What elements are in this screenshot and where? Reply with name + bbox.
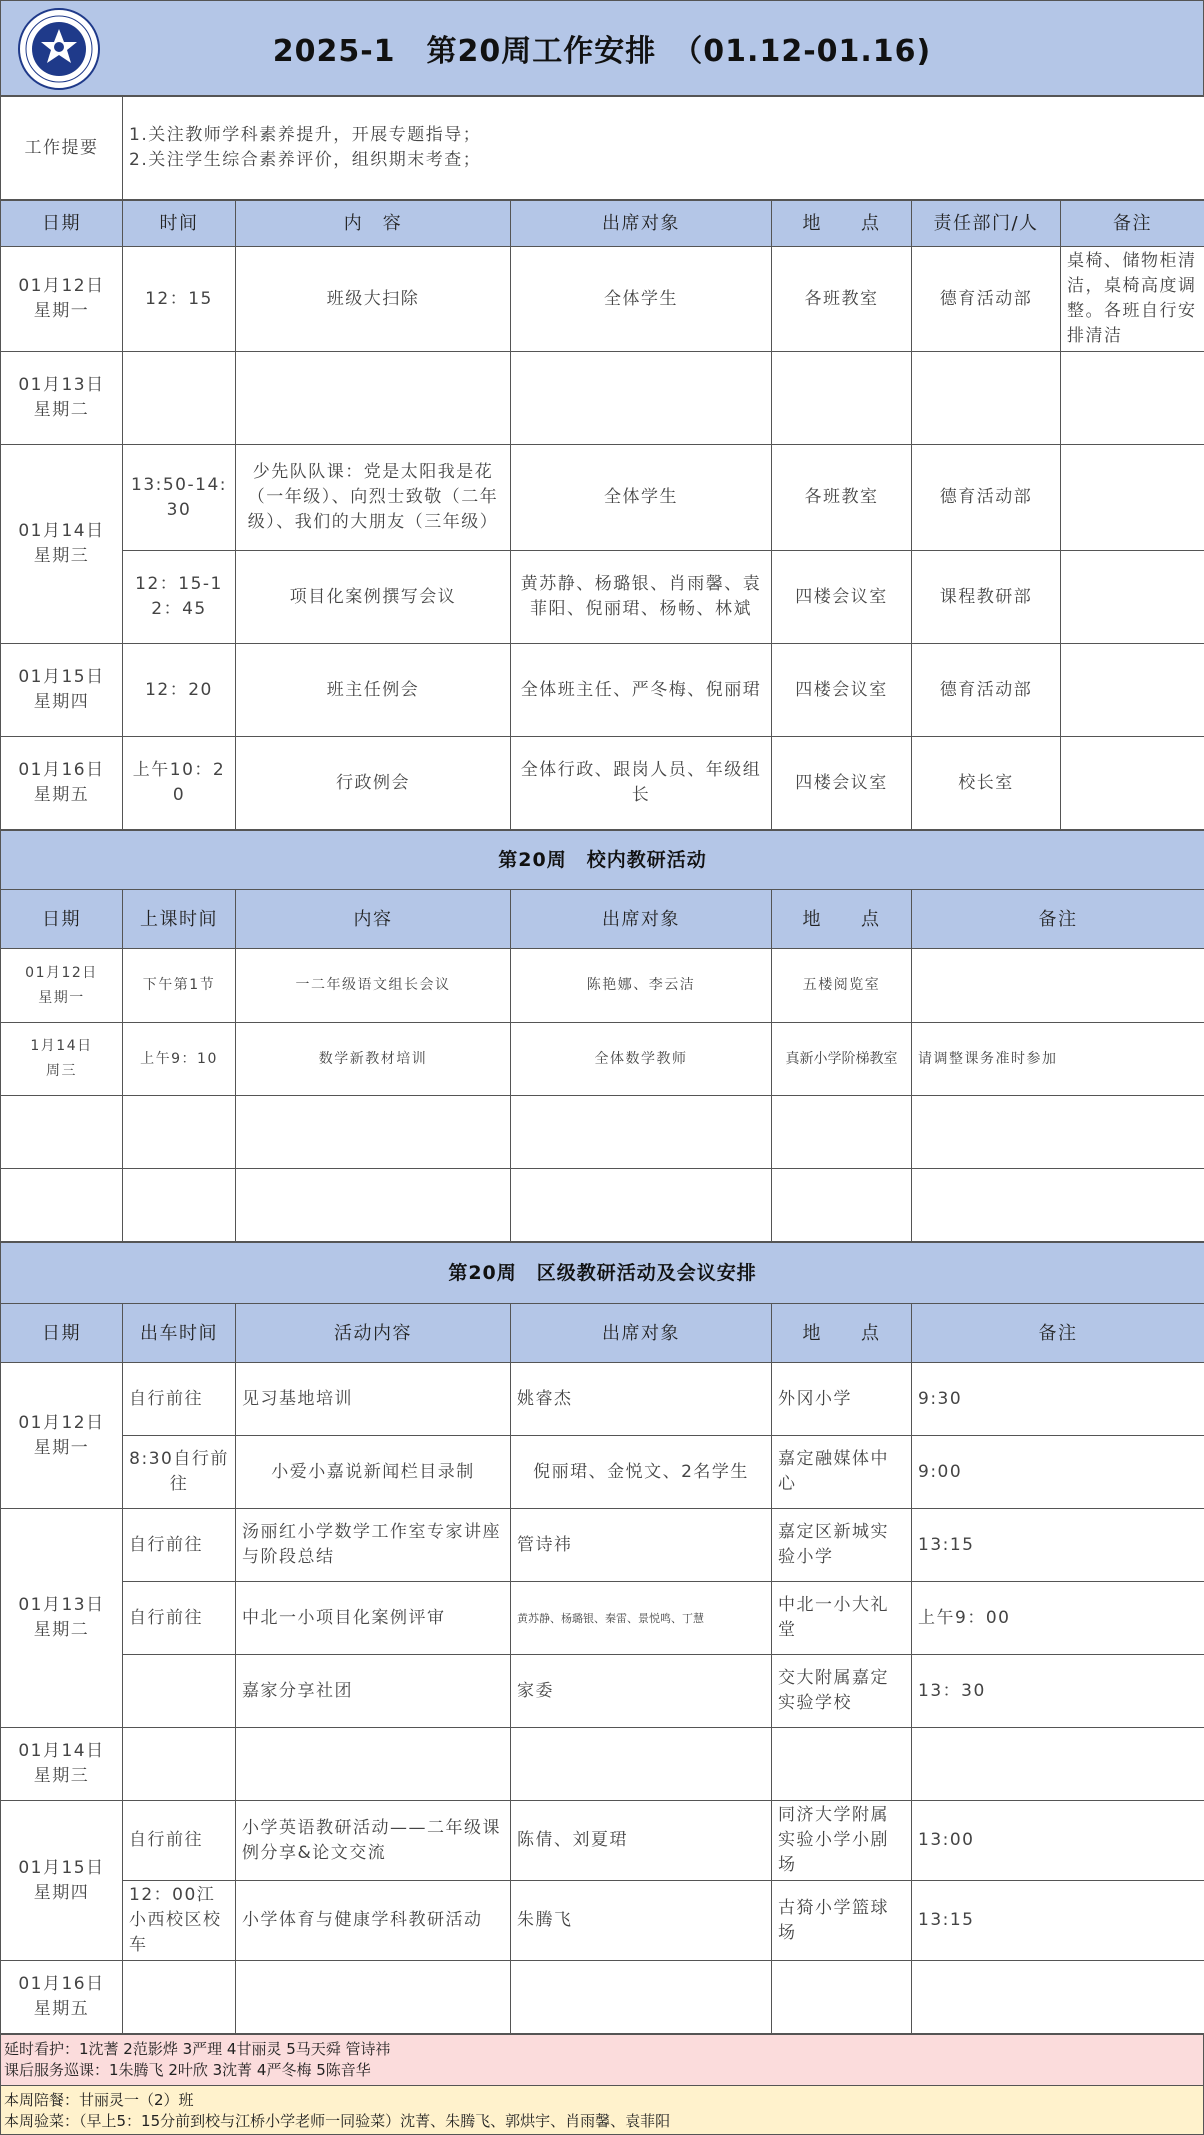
note-cell: 13:15 (912, 1881, 1204, 1961)
column-header: 内容 (236, 890, 511, 949)
location-cell: 同济大学附属实验小学小剧场 (772, 1801, 912, 1881)
dept-cell: 课程教研部 (912, 551, 1061, 644)
note-cell (912, 1728, 1204, 1801)
column-header: 日期 (1, 1304, 123, 1363)
table-row (1, 352, 1204, 445)
time-cell: 12：20 (123, 644, 236, 737)
meal-notice (0, 2086, 1204, 2135)
date-text: 01月15日 (7, 665, 116, 690)
location-cell (772, 352, 912, 445)
empty-cell (123, 1169, 236, 1242)
content-cell: 班主任例会 (236, 644, 511, 737)
column-header: 出席对象 (511, 1304, 772, 1363)
time-cell (123, 1961, 236, 2034)
duty-notice (0, 2034, 1204, 2086)
date-cell (1, 445, 123, 644)
location-cell: 交大附属嘉定实验学校 (772, 1655, 912, 1728)
table-row (1, 949, 1204, 1023)
date-text: 01月15日 (7, 1856, 116, 1881)
date-cell (1, 1023, 123, 1096)
time-cell: 8:30自行前往 (123, 1436, 236, 1509)
content-cell (236, 1961, 511, 2034)
column-header: 上课时间 (123, 890, 236, 949)
date-text: 01月13日 (7, 373, 116, 398)
table-row (1, 1655, 1204, 1728)
time-cell (123, 352, 236, 445)
time-cell: 下午第1节 (123, 949, 236, 1023)
location-cell: 五楼阅览室 (772, 949, 912, 1023)
section-title: 第20周 区级教研活动及会议安排 (1, 1243, 1204, 1304)
table-header-row (1, 890, 1204, 949)
table-row (1, 1023, 1204, 1096)
attendees-cell (511, 1961, 772, 2034)
empty-cell (1, 1096, 123, 1169)
date-cell (1, 352, 123, 445)
location-cell: 四楼会议室 (772, 551, 912, 644)
note-cell: 9:30 (912, 1363, 1204, 1436)
table-row (1, 1363, 1204, 1436)
meal-line: 本周陪餐：甘丽灵一（2）班 (4, 2090, 1200, 2111)
time-cell: 自行前往 (123, 1801, 236, 1881)
column-header: 备注 (912, 890, 1204, 949)
location-cell: 外冈小学 (772, 1363, 912, 1436)
note-cell: 13:15 (912, 1509, 1204, 1582)
location-cell: 真新小学阶梯教室 (772, 1023, 912, 1096)
note-cell: 上午9：00 (912, 1582, 1204, 1655)
weekday-text: 星期五 (7, 1997, 116, 2022)
attendees-cell: 黄苏静、杨璐银、肖雨馨、袁菲阳、倪丽珺、杨畅、林斌 (511, 551, 772, 644)
content-cell: 数学新教材培训 (236, 1023, 511, 1096)
location-cell: 各班教室 (772, 445, 912, 551)
content-cell: 项目化案例撰写会议 (236, 551, 511, 644)
column-header: 日期 (1, 890, 123, 949)
summary-line: 2.关注学生综合素养评价，组织期末考查； (129, 148, 1198, 173)
content-cell: 小学英语教研活动——二年级课例分享&论文交流 (236, 1801, 511, 1881)
content-cell: 汤丽红小学数学工作室专家讲座与阶段总结 (236, 1509, 511, 1582)
note-cell (912, 1961, 1204, 2034)
note-cell (1061, 644, 1204, 737)
table-row (1, 1096, 1204, 1169)
attendees-cell: 陈艳娜、李云洁 (511, 949, 772, 1023)
table-header-row (1, 201, 1204, 247)
section-title: 第20周 校内教研活动 (1, 831, 1204, 890)
weekday-text: 星期一 (7, 1436, 116, 1461)
weekday-text: 星期四 (7, 1881, 116, 1906)
attendees-cell: 管诗祎 (511, 1509, 772, 1582)
content-cell: 小爱小嘉说新闻栏目录制 (236, 1436, 511, 1509)
attendees-cell: 全体数学教师 (511, 1023, 772, 1096)
weekday-text: 星期一 (7, 986, 116, 1011)
date-cell (1, 1801, 123, 1961)
column-header: 地 点 (772, 1304, 912, 1363)
note-cell (912, 949, 1204, 1023)
date-text: 01月14日 (7, 1739, 116, 1764)
note-cell (1061, 352, 1204, 445)
location-cell: 嘉定融媒体中心 (772, 1436, 912, 1509)
content-cell (236, 1728, 511, 1801)
time-cell: 12：00江小西校区校车 (123, 1881, 236, 1961)
note-cell: 桌椅、储物柜清洁，桌椅高度调整。各班自行安排清洁 (1061, 247, 1204, 352)
content-cell: 少先队队课：党是太阳我是花（一年级）、向烈士致敬（二年级）、我们的大朋友（三年级） (236, 445, 511, 551)
time-cell: 自行前往 (123, 1363, 236, 1436)
content-cell: 见习基地培训 (236, 1363, 511, 1436)
table-row (1, 1169, 1204, 1242)
note-cell: 13:00 (912, 1801, 1204, 1881)
table-row (1, 737, 1204, 830)
column-header: 时间 (123, 201, 236, 247)
weekday-text: 星期五 (7, 783, 116, 808)
column-header: 地 点 (772, 201, 912, 247)
date-cell (1, 1961, 123, 2034)
empty-cell (1, 1169, 123, 1242)
note-cell: 请调整课务准时参加 (912, 1023, 1204, 1096)
table-header-row (1, 1304, 1204, 1363)
table-row (1, 247, 1204, 352)
school-research-table (0, 830, 1204, 1242)
time-cell: 自行前往 (123, 1582, 236, 1655)
duty-line: 课后服务巡课：1朱腾飞 2叶欣 3沈菁 4严冬梅 5陈音华 (4, 2060, 1200, 2081)
content-cell: 行政例会 (236, 737, 511, 830)
time-cell: 上午9：10 (123, 1023, 236, 1096)
section-title-row (1, 831, 1204, 890)
date-cell (1, 644, 123, 737)
content-cell: 班级大扫除 (236, 247, 511, 352)
empty-cell (772, 1169, 912, 1242)
time-cell: 上午10：20 (123, 737, 236, 830)
date-cell (1, 247, 123, 352)
table-row (1, 1801, 1204, 1881)
weekday-text: 星期三 (7, 544, 116, 569)
empty-cell (236, 1169, 511, 1242)
dept-cell: 德育活动部 (912, 644, 1061, 737)
column-header: 活动内容 (236, 1304, 511, 1363)
table-row (1, 1961, 1204, 2034)
dept-cell: 德育活动部 (912, 445, 1061, 551)
date-cell (1, 1728, 123, 1801)
table-row (1, 1436, 1204, 1509)
date-text: 01月12日 (7, 961, 116, 986)
table-row (1, 1509, 1204, 1582)
empty-cell (236, 1096, 511, 1169)
column-header: 内 容 (236, 201, 511, 247)
date-text: 01月14日 (7, 519, 116, 544)
attendees-cell: 姚睿杰 (511, 1363, 772, 1436)
column-header: 备注 (912, 1304, 1204, 1363)
empty-cell (511, 1169, 772, 1242)
attendees-cell (511, 352, 772, 445)
empty-cell (123, 1096, 236, 1169)
date-cell (1, 1363, 123, 1509)
date-text: 01月12日 (7, 274, 116, 299)
attendees-cell: 家委 (511, 1655, 772, 1728)
title-bar (0, 0, 1204, 96)
content-cell: 嘉家分享社团 (236, 1655, 511, 1728)
weekday-text: 星期一 (7, 299, 116, 324)
time-cell: 自行前往 (123, 1509, 236, 1582)
content-cell: 中北一小项目化案例评审 (236, 1582, 511, 1655)
column-header: 出车时间 (123, 1304, 236, 1363)
page-title: 2025-1 第20周工作安排 （01.12-01.16) (273, 26, 932, 70)
location-cell: 四楼会议室 (772, 737, 912, 830)
table-row (1, 644, 1204, 737)
attendees-cell: 全体学生 (511, 445, 772, 551)
dept-cell: 德育活动部 (912, 247, 1061, 352)
note-cell: 13：30 (912, 1655, 1204, 1728)
attendees-cell: 陈倩、刘夏珺 (511, 1801, 772, 1881)
attendees-cell: 全体学生 (511, 247, 772, 352)
weekday-text: 星期二 (7, 1618, 116, 1643)
time-cell: 12：15-12：45 (123, 551, 236, 644)
note-cell (1061, 445, 1204, 551)
attendees-cell: 黄苏静、杨璐银、秦雷、景悦鸣、丁慧 (511, 1582, 772, 1655)
location-cell: 中北一小大礼堂 (772, 1582, 912, 1655)
content-cell (236, 352, 511, 445)
date-text: 01月16日 (7, 1972, 116, 1997)
summary-table (0, 96, 1204, 200)
dept-cell (912, 352, 1061, 445)
summary-label: 工作提要 (1, 97, 123, 200)
column-header: 日期 (1, 201, 123, 247)
date-text: 01月12日 (7, 1411, 116, 1436)
time-cell (123, 1655, 236, 1728)
column-header: 责任部门/人 (912, 201, 1061, 247)
location-cell: 各班教室 (772, 247, 912, 352)
attendees-cell: 倪丽珺、金悦文、2名学生 (511, 1436, 772, 1509)
table-row (1, 1582, 1204, 1655)
weekday-text: 周三 (7, 1059, 116, 1084)
column-header: 备注 (1061, 201, 1204, 247)
location-cell (772, 1728, 912, 1801)
attendees-cell (511, 1728, 772, 1801)
location-cell: 古猗小学篮球场 (772, 1881, 912, 1961)
date-cell (1, 949, 123, 1023)
table-row (1, 1728, 1204, 1801)
time-cell (123, 1728, 236, 1801)
empty-cell (511, 1096, 772, 1169)
location-cell: 四楼会议室 (772, 644, 912, 737)
empty-cell (912, 1096, 1204, 1169)
date-text: 1月14日 (7, 1034, 116, 1059)
time-cell: 13:50-14:30 (123, 445, 236, 551)
meal-line: 本周验菜：（早上5：15分前到校与江桥小学老师一同验菜）沈菁、朱腾飞、郭烘宇、肖雨馨、袁菲阳 (4, 2111, 1200, 2132)
time-cell: 12：15 (123, 247, 236, 352)
column-header: 出席对象 (511, 201, 772, 247)
attendees-cell: 全体行政、跟岗人员、年级组长 (511, 737, 772, 830)
attendees-cell: 全体班主任、严冬梅、倪丽珺 (511, 644, 772, 737)
note-cell (1061, 737, 1204, 830)
date-cell (1, 1509, 123, 1728)
section-title-row (1, 1243, 1204, 1304)
note-cell: 9:00 (912, 1436, 1204, 1509)
date-text: 01月13日 (7, 1593, 116, 1618)
weekday-text: 星期三 (7, 1764, 116, 1789)
date-cell (1, 737, 123, 830)
duty-line: 延时看护：1沈蓍 2范影烨 3严理 4甘丽灵 5马天舜 管诗祎 (4, 2039, 1200, 2060)
note-cell (1061, 551, 1204, 644)
summary-line: 1.关注教师学科素养提升，开展专题指导； (129, 123, 1198, 148)
summary-content (123, 97, 1204, 200)
empty-cell (912, 1169, 1204, 1242)
school-logo-icon (17, 7, 101, 91)
location-cell (772, 1961, 912, 2034)
column-header: 出席对象 (511, 890, 772, 949)
empty-cell (772, 1096, 912, 1169)
weekly-schedule-table (0, 200, 1204, 830)
date-text: 01月16日 (7, 758, 116, 783)
table-row (1, 445, 1204, 551)
dept-cell: 校长室 (912, 737, 1061, 830)
weekday-text: 星期二 (7, 398, 116, 423)
district-research-table (0, 1242, 1204, 2034)
column-header: 地 点 (772, 890, 912, 949)
content-cell: 小学体育与健康学科教研活动 (236, 1881, 511, 1961)
attendees-cell: 朱腾飞 (511, 1881, 772, 1961)
content-cell: 一二年级语文组长会议 (236, 949, 511, 1023)
table-row (1, 1881, 1204, 1961)
weekday-text: 星期四 (7, 690, 116, 715)
location-cell: 嘉定区新城实验小学 (772, 1509, 912, 1582)
table-row (1, 551, 1204, 644)
